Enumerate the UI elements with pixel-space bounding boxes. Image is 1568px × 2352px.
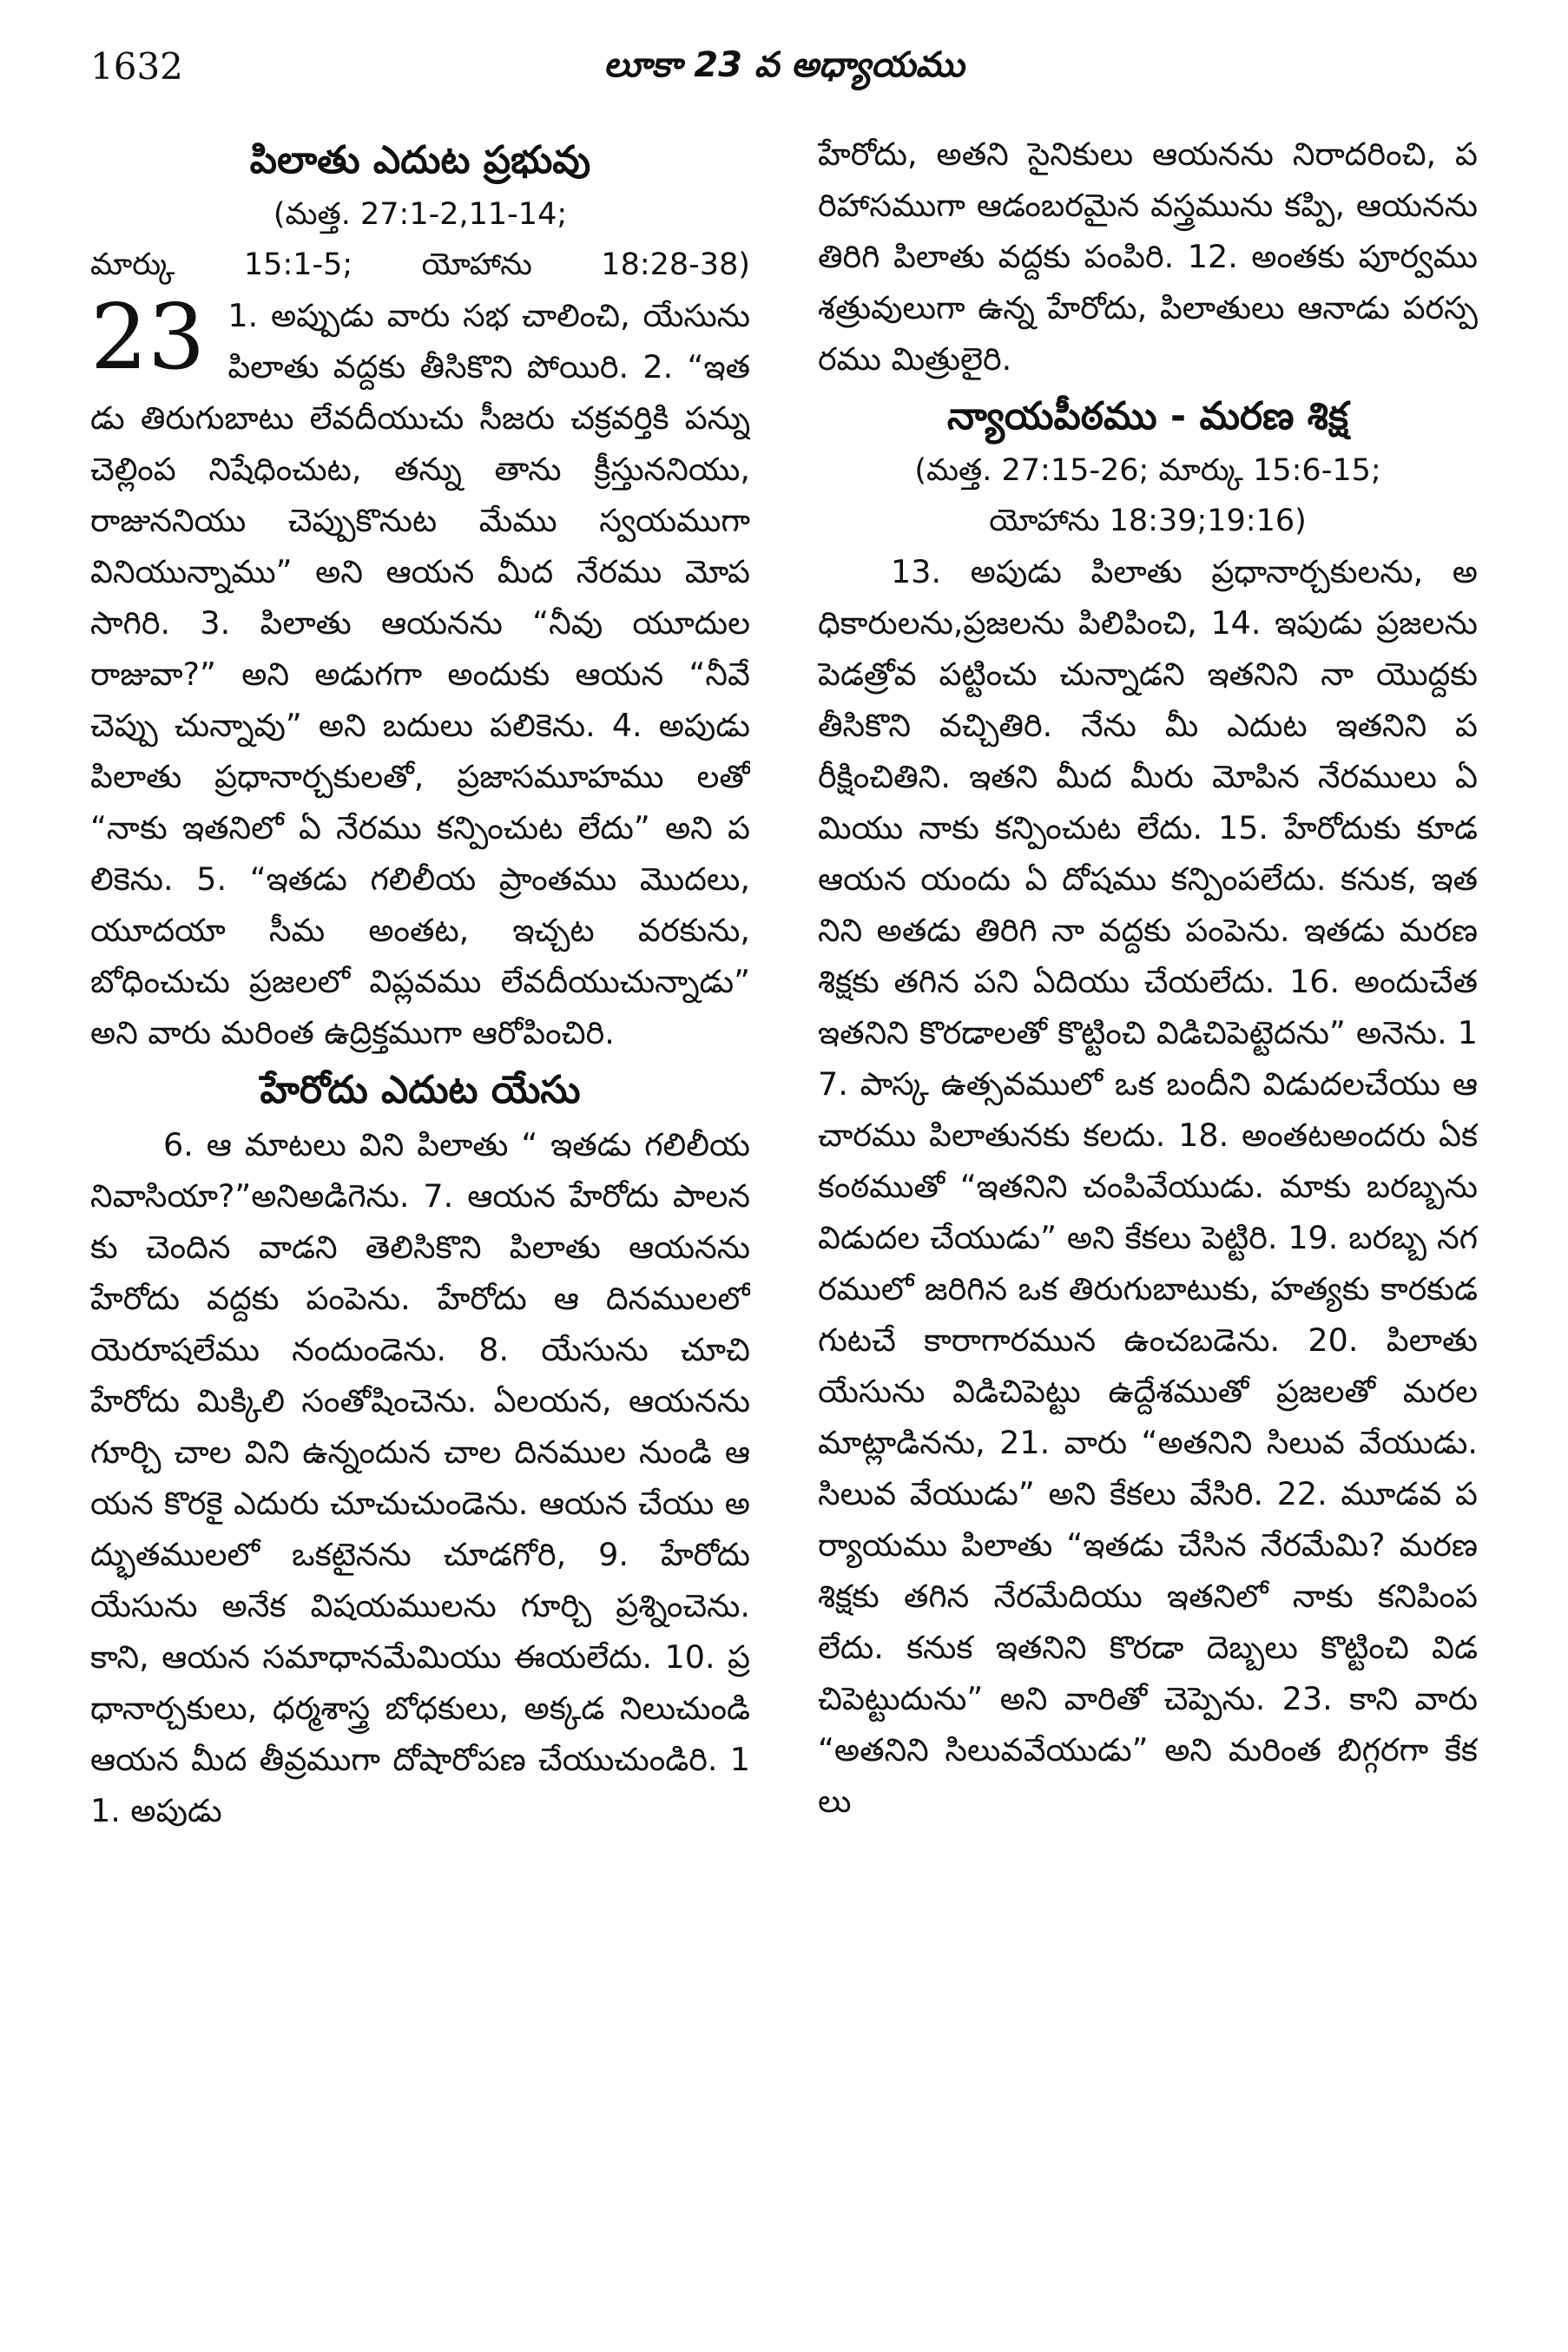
section-heading: న్యాయపీఠము - మరణ శిక్ష xyxy=(947,394,1348,438)
cross-reference: (మత్త. 27:1-2,11-14; xyxy=(273,197,568,232)
verse-paragraph: 13. అపుడు పిలాతు ప్రధానార్చకులను, అధికారులను,ప్రజలను పిలిపించి, 14. ఇపుడు ప్రజలను పెడత్రోవ పట్టించు చున్నాడని ఇతనిని నా యొద్దకు తీసికొని వచ్చితిరి. నేను మీ ఎదుట ఇతనిని పరీక్షించితిని. ఇతని మీద మీరు మోపిన నేరములు ఏమియు నాకు కన్పించుట లేదు. 15. హేరోదుకు కూడ ఆయన యందు ఏ దోషము కన్పింపలేదు. కనుక, ఇతనిని అతడు తిరిగి నా వద్దకు పంపెను. ఇతడు మరణ శిక్షకు తగిన పని ఏదియు చేయలేదు. 16. అందుచేత ఇతనిని కొరడాలతో కొట్టించి విడిచిపెట్టెదను” అనెను. 17. పాస్క ఉత్సవములో ఒక బందీని విడుదలచేయు ఆచారము పిలాతునకు కలదు. 18. అంతటఅందరు ఏక కంఠముతో “ఇతనిని చంపివేయుడు. మాకు బరబ్బను విడుదల చేయుడు” అని కేకలు పెట్టిరి. 19. బరబ్బ నగరములో జరిగిన ఒక తిరుగుబాటుకు, హత్యకు కారకుడగుటచే కారాగారమున ఉంచబడెను. 20. పిలాతు యేసును విడిచిపెట్టు ఉద్దేశముతో ప్రజలతో మరల మాట్లాడినను, 21. వారు “అతనిని సిలువ వేయుడు. సిలువ వేయుడు” అని కేకలు వేసిరి. 22. మూడవ పర్యాయము పిలాతు “ఇతడు చేసిన నేరమేమి? మరణ శిక్షకు తగిన నేరమేదియు ఇతనిలో నాకు కనిపింప లేదు. కనుక ఇతనిని కొరడా దెబ్బలు కొట్టించి విడచిపెట్టుదును” అని వారితో చెప్పెను. 23. కాని వారు “అతనిని సిలువవేయుడు” అని మరింత బిగ్గరగా కేకలు xyxy=(818,553,1478,1820)
right-column xyxy=(818,128,1478,2325)
chapter-number: 23 xyxy=(90,284,206,390)
verse-paragraph: హేరోదు, అతని సైనికులు ఆయనను నిరాదరించి, పరిహాసముగా ఆడంబరమైన వస్త్రమును కప్పి, ఆయనను తిరిగి పిలాతు వద్దకు పంపిరి. 12. అంతకు పూర్వము శత్రువులుగా ఉన్న హేరోదు, పిలాతులు ఆనాడు పరస్పరము మిత్రులైరి. xyxy=(818,135,1478,378)
page-header xyxy=(90,45,1478,97)
cross-reference: మార్కు 15:1-5; యోహాను 18:28-38) xyxy=(90,247,750,282)
running-title: లూకా 23 వ అధ్యాయము xyxy=(603,45,965,85)
cross-reference: (మత్త. 27:15-26; మార్కు 15:6-15; xyxy=(914,453,1381,488)
verse-paragraph: 1. అప్పుడు వారు సభ చాలించి, యేసును పిలాతు వద్దకు తీసికొని పోయిరి. 2. “ఇతడు తిరుగుబాటు లేవదీయుచు సీజరు చక్రవర్తికి పన్ను చెల్లింప నిషేధించుట, తన్ను తాను క్రీస్తుననియు, రాజుననియు చెప్పుకొనుట మేము స్వయముగా వినియున్నాము” అని ఆయన మీద నేరము మోపసాగిరి. 3. పిలాతు ఆయనను “నీవు యూదుల రాజువా?” అని అడుగగా అందుకు ఆయన “నీవే చెప్పు చున్నావు” అని బదులు పలికెను. 4. అపుడు పిలాతు ప్రధానార్చకులతో, ప్రజాసమూహము లతో “నాకు ఇతనిలో ఏ నేరము కన్పించుట లేదు” అని పలికెను. 5. “ఇతడు గలిలీయ ప్రాంతము మొదలు, యూదయా సీమ అంతట, ఇచ్చట వరకును, బోధించుచు ప్రజలలో విప్లవము లేవదీయుచున్నాడు” అని వారు మరింత ఉద్రిక్తముగా ఆరోపించిరి. xyxy=(90,297,750,1051)
cross-reference: యోహాను 18:39;19:16) xyxy=(989,504,1307,538)
page-number: 1632 xyxy=(90,45,183,88)
left-column xyxy=(90,128,750,2325)
section-heading: హేరోదు ఎదుట యేసు xyxy=(260,1068,581,1112)
verse-paragraph: 6. ఆ మాటలు విని పిలాతు “ ఇతడు గలిలీయ నివాసియా?”అనిఅడిగెను. 7. ఆయన హేరోదు పాలనకు చెందిన వాడని తెలిసికొని పిలాతు ఆయనను హేరోదు వద్దకు పంపెను. హేరోదు ఆ దినములలో యెరూషలేము నందుండెను. 8. యేసును చూచి హేరోదు మిక్కిలి సంతోషించెను. ఏలయన, ఆయనను గూర్చి చాల విని ఉన్నందున చాల దినముల నుండి ఆయన కొరకై ఎదురు చూచుచుండెను. ఆయన చేయు అద్భుతములలో ఒకటైనను చూడగోరి, 9. హేరోదు యేసును అనేక విషయములను గూర్చి ప్రశ్నించెను. కాని, ఆయన సమాధానమేమియు ఈయలేదు. 10. ప్రధానార్చకులు, ధర్మశాస్త్ర బోధకులు, అక్కడ నిలుచుండి ఆయన మీద తీవ్రముగా దోషారోపణ చేయుచుండిరి. 11. అపుడు xyxy=(90,1126,750,1829)
text-columns xyxy=(90,128,1478,2325)
section-heading: పిలాతు ఎదుట ప్రభువు xyxy=(249,138,591,182)
